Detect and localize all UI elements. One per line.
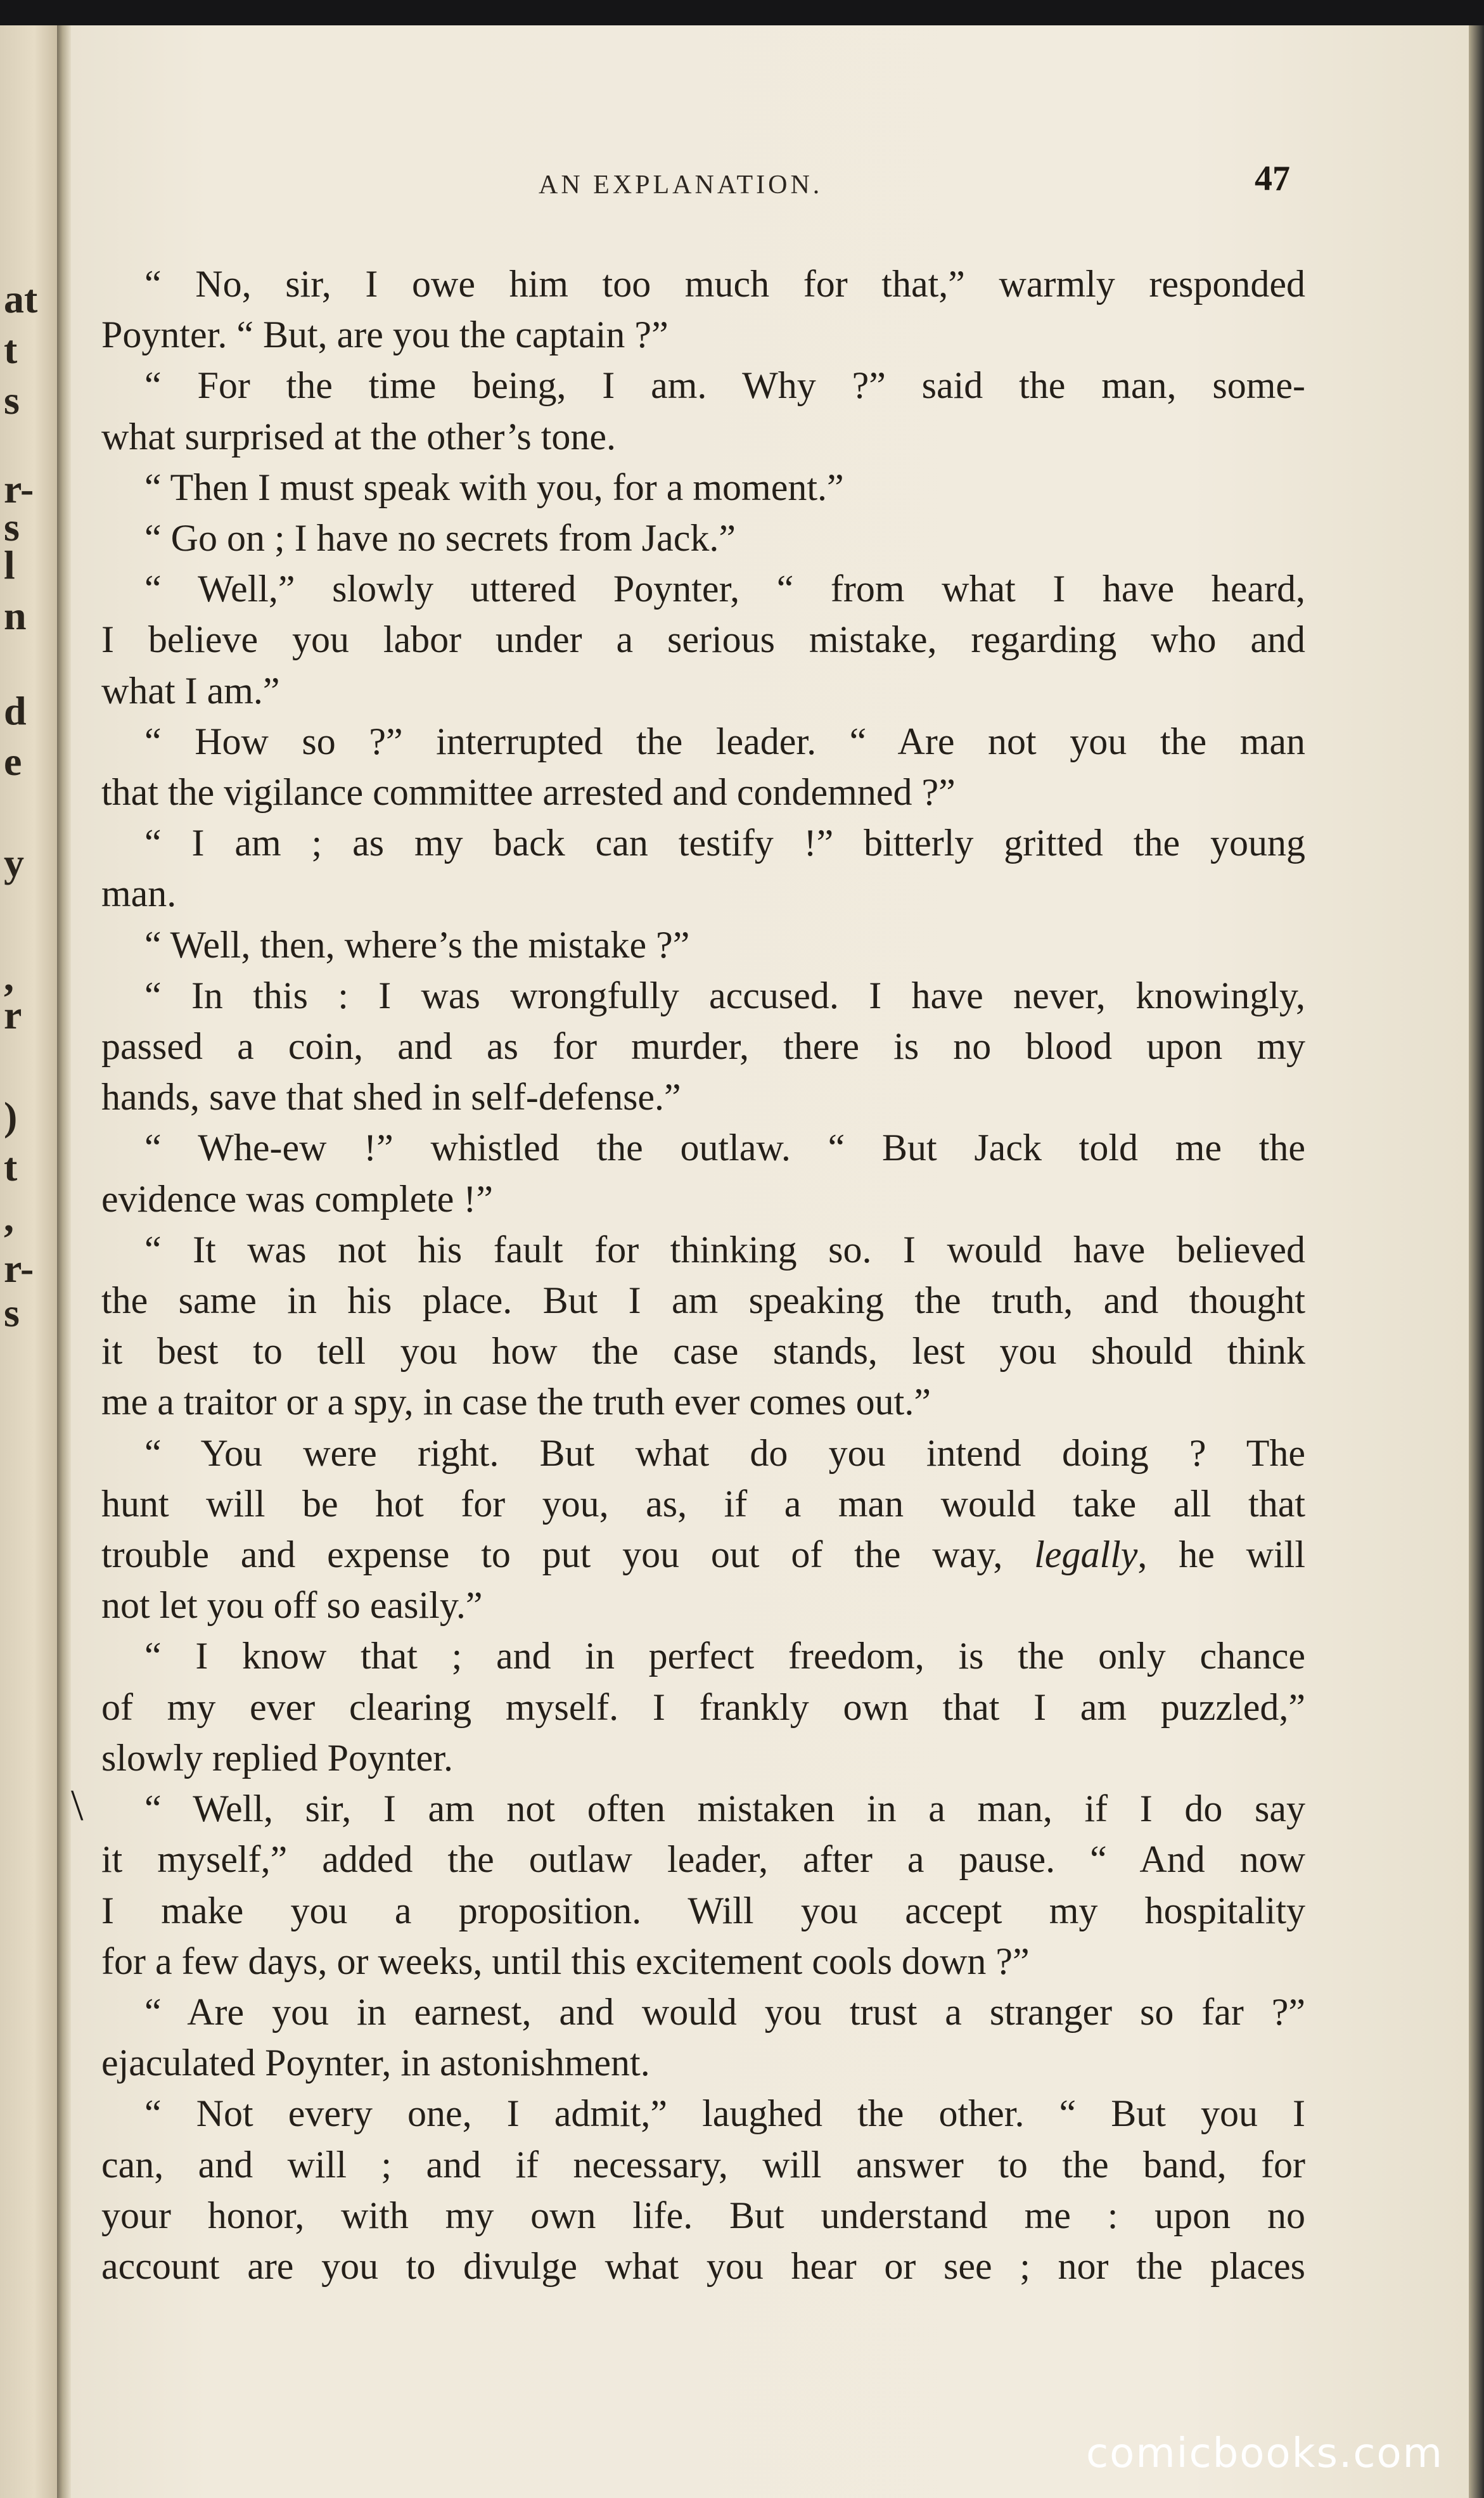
text-line: your honor, with my own life. But understand me : upon no	[101, 2194, 1305, 2236]
text-line: me a traitor or a spy, in case the truth ever comes out.”	[101, 1381, 931, 1423]
text-line: that the vigilance committee arrested and condemned ?”	[101, 771, 956, 814]
scan-edge-top	[0, 0, 1484, 25]
facing-page-text-fragment: t	[4, 327, 18, 372]
text-line: for a few days, or weeks, until this excitement cools down ?”	[101, 1940, 1030, 1982]
text-line: “ How so ?” interrupted the leader. “ Are not you the man	[144, 720, 1305, 762]
page-right-edge	[1469, 25, 1484, 2498]
text-line: evidence was complete !”	[101, 1177, 494, 1220]
text-line: “ Then I must speak with you, for a moment.”	[144, 466, 844, 508]
text-line: “ I am ; as my back can testify !” bitterly gritted the young	[144, 822, 1305, 864]
watermark-text: comicbooks.com	[1085, 2430, 1444, 2477]
text-line: “ Well, sir, I am not often mistaken in a man, if I do say	[144, 1788, 1305, 1830]
text-line: passed a coin, and as for murder, there is no blood upon my	[101, 1025, 1305, 1068]
text-line: Poynter. “ But, are you the captain ?”	[101, 314, 668, 356]
text-line: account are you to divulge what you hear or see ; nor the places	[101, 2245, 1305, 2287]
text-line: not let you off so easily.”	[101, 1584, 483, 1627]
facing-page-text-fragment: s	[4, 504, 20, 549]
text-line: what surprised at the other’s tone.	[101, 415, 617, 458]
site-watermark	[1068, 2409, 1461, 2498]
text-line: “ Not every one, I admit,” laughed the other. “ But you I	[144, 2092, 1305, 2135]
text-line: “ Well,” slowly uttered Poynter, “ from what I have heard,	[144, 568, 1305, 610]
facing-page-text-fragment: r-	[4, 466, 34, 511]
text-line: “ I know that ; and in perfect freedom, is the only chance	[144, 1635, 1305, 1677]
text-line: “ Well, then, where’s the mistake ?”	[144, 923, 690, 966]
text-line: “ You were right. But what do you intend doing ? The	[144, 1432, 1305, 1474]
facing-page-text-fragment: d	[4, 688, 27, 733]
text-line: “ Go on ; I have no secrets from Jack.”	[144, 517, 736, 560]
facing-page-text-fragment: r-	[4, 1246, 34, 1291]
text-line: “ It was not his fault for thinking so. I would have believed	[144, 1228, 1305, 1271]
text-line: “ Whe-ew !” whistled the outlaw. “ But Jack told me the	[144, 1127, 1305, 1169]
text-line: slowly replied Poynter.	[101, 1736, 453, 1779]
text-line: of my ever clearing myself. I frankly own that I am puzzled,”	[101, 1686, 1305, 1728]
running-head: AN EXPLANATION.	[539, 170, 823, 200]
text-line: the same in his place. But I am speaking the truth, and thought	[101, 1279, 1305, 1322]
text-line: can, and will ; and if necessary, will answer to the band, for	[101, 2143, 1305, 2186]
text-line: what I am.”	[101, 669, 280, 712]
text-line: trouble and expense to put you out of the way, legally, he will	[101, 1534, 1305, 1576]
facing-page-text-fragment: ,	[4, 1195, 14, 1240]
body-text	[101, 259, 1305, 2291]
facing-page-text-fragment: )	[4, 1094, 18, 1139]
facing-page-text-fragment: e	[4, 739, 22, 784]
facing-page-text-fragment: y	[4, 840, 24, 885]
facing-page-text-fragment: at	[4, 276, 38, 321]
facing-page-text-fragment: n	[4, 593, 27, 638]
text-line: I believe you labor under a serious mistake, regarding who and	[101, 618, 1305, 661]
text-line: “ For the time being, I am. Why ?” said the man, some-	[144, 364, 1305, 407]
page-number: 47	[1255, 159, 1290, 198]
facing-page-text-fragment: t	[4, 1144, 18, 1189]
emphasis-word: legally	[1034, 1534, 1138, 1576]
text-line: “ No, sir, I owe him too much for that,” warmly responded	[144, 263, 1305, 305]
previous-page-edge	[0, 25, 57, 2498]
text-line: ejaculated Poynter, in astonishment.	[101, 2042, 650, 2084]
facing-page-text-fragment: s	[4, 378, 20, 423]
text-line: “ Are you in earnest, and would you trust a stranger so far ?”	[144, 1990, 1305, 2033]
text-line: it best to tell you how the case stands, lest you should think	[101, 1330, 1305, 1373]
facing-page-text-fragment: r	[4, 992, 22, 1037]
text-line: I make you a proposition. Will you accept my hospitality	[101, 1889, 1305, 1931]
margin-pencil-mark: \	[71, 1781, 84, 1830]
facing-page-text-fragment: l	[4, 542, 15, 587]
facing-page-text-fragment: s	[4, 1290, 20, 1335]
text-line: hands, save that shed in self-defense.”	[101, 1076, 681, 1118]
book-gutter	[57, 25, 71, 2498]
text-line: hunt will be hot for you, as, if a man would take all that	[101, 1482, 1305, 1525]
text-line: it myself,” added the outlaw leader, after a pause. “ And now	[101, 1838, 1305, 1881]
facing-page-text-fragment: ,	[4, 954, 14, 999]
text-line: man.	[101, 873, 177, 915]
text-line: “ In this : I was wrongfully accused. I have never, knowingly,	[144, 974, 1305, 1016]
